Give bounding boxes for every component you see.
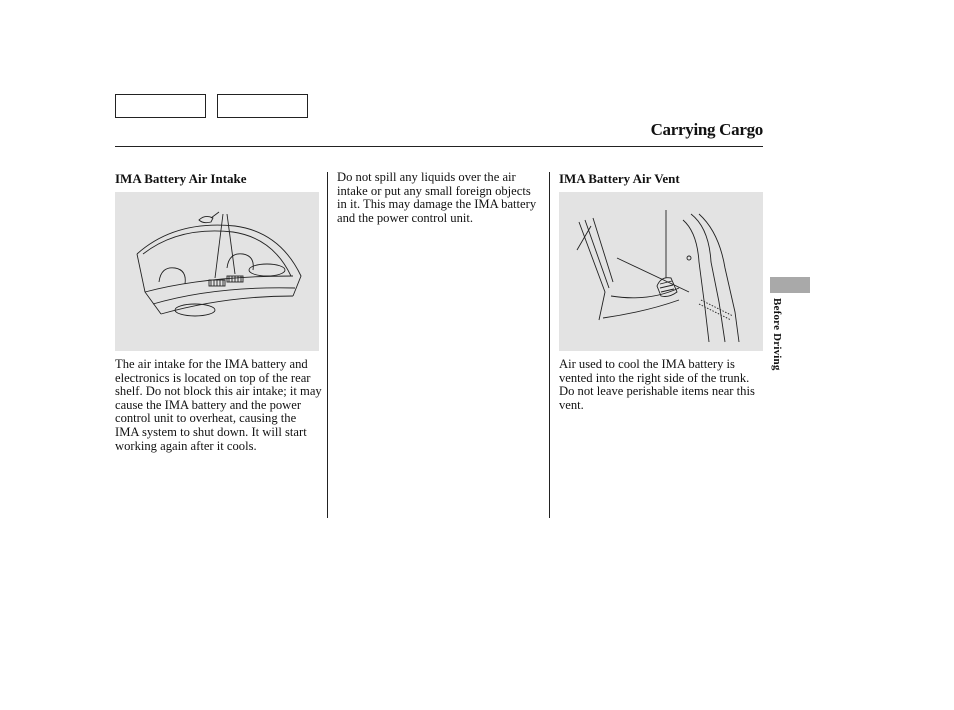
rear-shelf-diagram	[115, 192, 319, 351]
nav-button-prev[interactable]	[115, 94, 206, 118]
air-vent-heading: IMA Battery Air Vent	[559, 171, 680, 186]
air-vent-description: Air used to cool the IMA battery is vented into the right side of the trunk. Do not leave perishable items near this vent.	[559, 357, 755, 412]
air-vent-illustration	[559, 192, 763, 351]
air-intake-description: The air intake for the IMA battery and electronics is located on top of the rear shelf. Do not block this air intake; it may cause the IMA battery and the power control unit to overheat, causing the IMA system to shut down. It will start working again after it cools.	[115, 357, 322, 453]
section-tab-label: Before Driving	[771, 298, 783, 371]
title-divider	[115, 146, 763, 147]
trunk-vent-diagram	[559, 192, 763, 351]
page-title: Carrying Cargo	[650, 120, 763, 139]
column-divider-left	[327, 172, 328, 518]
spill-warning-text: Do not spill any liquids over the air intake or put any small foreign objects in it. This may damage the IMA battery and the power control unit.	[337, 170, 537, 225]
air-intake-heading: IMA Battery Air Intake	[115, 171, 247, 186]
air-intake-illustration	[115, 192, 319, 351]
nav-button-next[interactable]	[217, 94, 308, 118]
section-tab-marker	[770, 277, 810, 293]
column-divider-right	[549, 172, 550, 518]
